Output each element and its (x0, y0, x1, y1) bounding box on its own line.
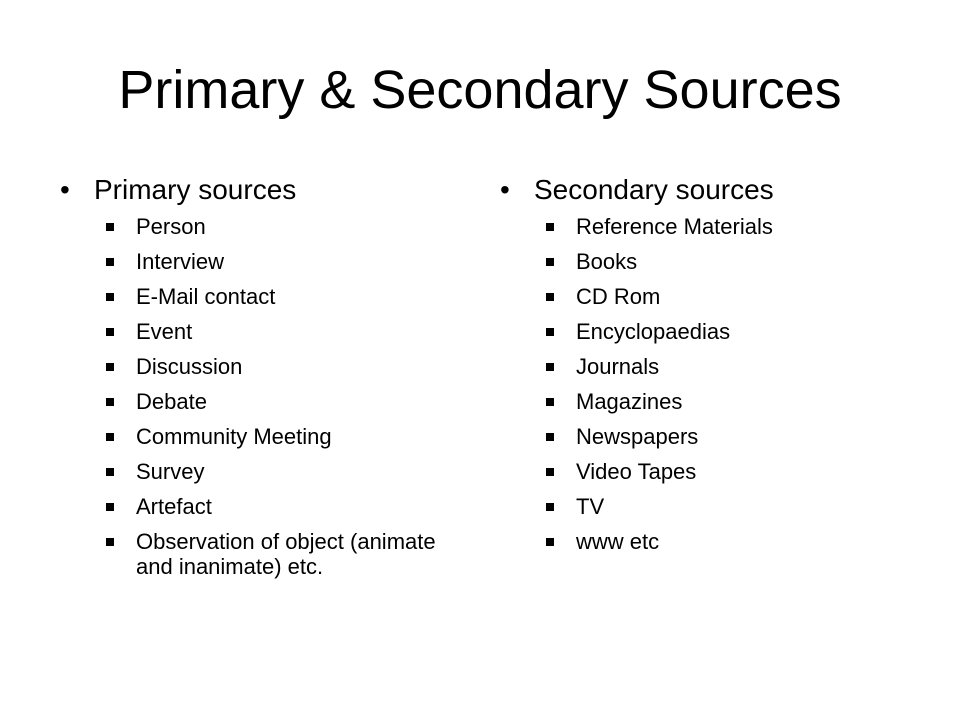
primary-sources-list (60, 214, 460, 579)
square-bullet-icon (106, 328, 114, 336)
square-bullet-icon (546, 258, 554, 266)
square-bullet-icon (546, 363, 554, 371)
square-bullet-icon (546, 328, 554, 336)
square-bullet-icon (546, 223, 554, 231)
list-item: Discussion (60, 354, 460, 379)
list-item: Debate (60, 389, 460, 414)
list-item: Journals (500, 354, 920, 379)
square-bullet-icon (546, 538, 554, 546)
primary-sources-heading-text: Primary sources (94, 174, 297, 205)
list-item: Books (500, 249, 920, 274)
list-item: Community Meeting (60, 424, 460, 449)
list-item: Video Tapes (500, 459, 920, 484)
list-item: Observation of object (animate and inanimate) etc. (60, 529, 456, 579)
list-item: Newspapers (500, 424, 920, 449)
list-item: Event (60, 319, 460, 344)
list-item: Interview (60, 249, 460, 274)
square-bullet-icon (106, 363, 114, 371)
list-item: Magazines (500, 389, 920, 414)
list-item: www etc (500, 529, 920, 554)
primary-sources-column (60, 168, 460, 589)
square-bullet-icon (106, 223, 114, 231)
square-bullet-icon (546, 433, 554, 441)
list-item: Reference Materials (500, 214, 920, 239)
secondary-sources-heading-text: Secondary sources (534, 174, 774, 205)
square-bullet-icon (106, 398, 114, 406)
secondary-sources-list (500, 214, 920, 554)
square-bullet-icon (106, 503, 114, 511)
primary-sources-heading (60, 168, 460, 212)
bullet-dot-icon: • (500, 174, 510, 205)
square-bullet-icon (106, 468, 114, 476)
list-item: Person (60, 214, 460, 239)
list-item: Survey (60, 459, 460, 484)
square-bullet-icon (106, 293, 114, 301)
secondary-sources-column (500, 168, 920, 564)
list-item: CD Rom (500, 284, 920, 309)
bullet-dot-icon: • (60, 174, 70, 205)
square-bullet-icon (546, 503, 554, 511)
square-bullet-icon (546, 468, 554, 476)
secondary-sources-heading (500, 168, 920, 212)
list-item: Artefact (60, 494, 460, 519)
list-item: E-Mail contact (60, 284, 460, 309)
square-bullet-icon (106, 258, 114, 266)
list-item: TV (500, 494, 920, 519)
square-bullet-icon (546, 293, 554, 301)
list-item: Encyclopaedias (500, 319, 920, 344)
square-bullet-icon (106, 538, 114, 546)
slide-title: Primary & Secondary Sources (118, 60, 842, 120)
square-bullet-icon (546, 398, 554, 406)
square-bullet-icon (106, 433, 114, 441)
